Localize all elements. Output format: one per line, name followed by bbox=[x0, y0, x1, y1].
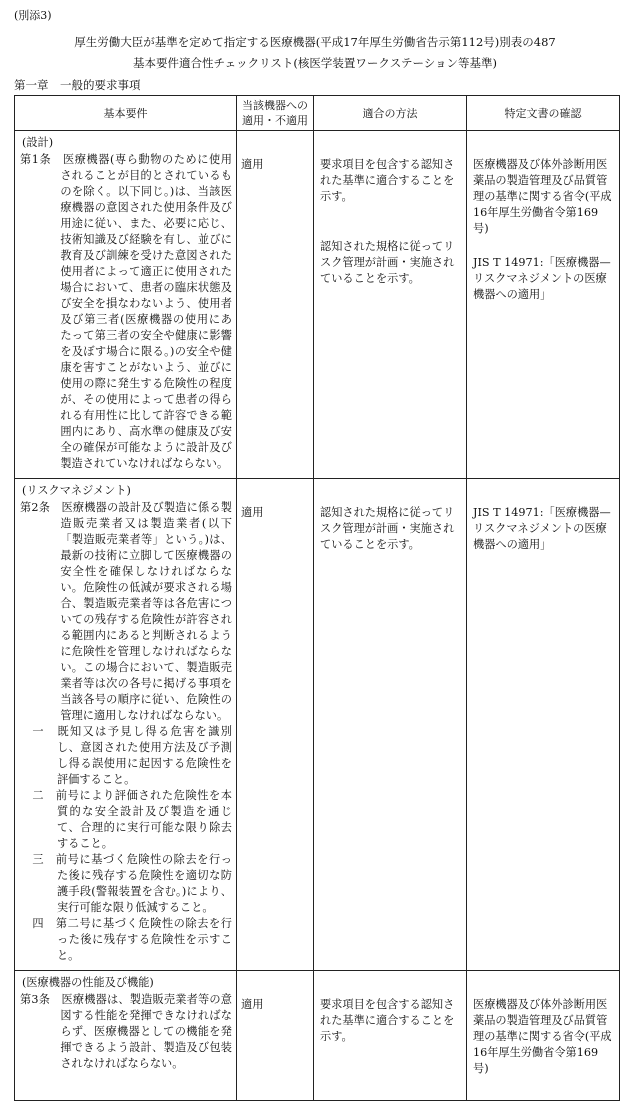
applicability-value: 適用 bbox=[241, 998, 264, 1011]
applicability-cell bbox=[237, 971, 314, 1101]
document-cell bbox=[467, 971, 620, 1101]
document-text: JIS T 14971:「医療機器—リスクマネジメントの医療機器への適用」 bbox=[473, 256, 611, 301]
document-text: 医療機器及び体外診断用医薬品の製造管理及び品質管理の基準に関する省令(平成16年厚生労働省令第169号) bbox=[473, 158, 612, 235]
section-heading: (医療機器の性能及び機能) bbox=[22, 976, 154, 989]
list-item: 一 既知又は予見し得る危害を識別し、意図された使用方法及び予測し得る誤使用に起因する危険性を評価すること。 bbox=[32, 725, 232, 786]
list-item: 二 前号により評価された危険性を本質的な安全設計及び製造を通じて、合理的に実行可能な限り除去すること。 bbox=[32, 789, 232, 850]
header-method: 適合の方法 bbox=[314, 96, 467, 131]
table-header-row bbox=[15, 96, 620, 131]
list-item: 四 第二号に基づく危険性の除去を行った後に残存する危険性を示すこと。 bbox=[32, 917, 232, 962]
method-cell bbox=[314, 131, 467, 479]
requirement-cell bbox=[15, 479, 237, 971]
header-applicability bbox=[237, 96, 314, 131]
document-cell bbox=[467, 479, 620, 971]
document-cell bbox=[467, 131, 620, 479]
method-cell bbox=[314, 479, 467, 971]
header-requirement: 基本要件 bbox=[15, 96, 237, 131]
header-document: 特定文書の確認 bbox=[467, 96, 620, 131]
header-applicability-line2: 適用・不適用 bbox=[242, 114, 308, 127]
method-text: 要求項目を包含する認知された基準に適合することを示す。 bbox=[320, 158, 455, 203]
method-cell bbox=[314, 971, 467, 1101]
method-text: 認知された規格に従ってリスク管理が計画・実施されていることを示す。 bbox=[320, 506, 455, 551]
chapter-heading: 第一章 一般的要求事項 bbox=[14, 78, 141, 92]
section-heading: (リスクマネジメント) bbox=[22, 484, 131, 497]
table-row bbox=[15, 971, 620, 1101]
article-text: 第2条 医療機器の設計及び製造に係る製造販売業者又は製造業者(以下「製造販売業者等」という。)は、最新の技術に立脚して医療機器の安全性を確保しなければならない。危険性の低減が要求される場合、製造販売業者等は各危害についての残存する危険性が許容される範囲内にあると判断されるように危険性を管理しなければならない。この場合において、製造販売業者等は次の各号に掲げる事項を当該各号の順序に従い、危険性の管理に適用しなければならない。 bbox=[20, 501, 232, 722]
document-subtitle: 基本要件適合性チェックリスト(核医学装置ワークステーション等基準) bbox=[132, 56, 498, 70]
applicability-value: 適用 bbox=[241, 506, 264, 519]
article-text: 第3条 医療機器は、製造販売業者等の意図する性能を発揮できなければならず、医療機器としての機能を発揮できるよう設計、製造及び包装されなければならない。 bbox=[20, 993, 232, 1070]
checklist-table bbox=[14, 95, 620, 1101]
list-item: 三 前号に基づく危険性の除去を行った後に残存する危険性を適切な防護手段(警報装置を含む。)により、実行可能な限り低減すること。 bbox=[32, 853, 232, 914]
applicability-cell bbox=[237, 479, 314, 971]
method-text: 認知された規格に従ってリスク管理が計画・実施されていることを示す。 bbox=[320, 240, 455, 285]
table-row bbox=[15, 131, 620, 479]
article-text: 第1条 医療機器(専ら動物のために使用されることが目的とされているものを除く。以下同じ。)は、当該医療機器の意図された使用条件及び用途に従い、また、必要に応じ、技術知識及び経験を有し、並びに教育及び訓練を受けた意図された使用者によって適正に使用された場合において、患者の臨床状態及び安全を損なわないよう、使用者及び第三者(医療機器の使用にあたって第三者の安全や健康に影響を及ぼす場合に限る。)の安全や健康を害すことがないよう、並びに使用の際に発生する危険性の程度が、その使用によって患者の得られる有用性に比して許容できる範囲内にあり、高水準の健康及び安全の確保が可能なように設計及び製造されていなければならない。 bbox=[20, 153, 232, 470]
requirement-cell bbox=[15, 971, 237, 1101]
applicability-cell bbox=[237, 131, 314, 479]
method-text: 要求項目を包含する認知された基準に適合することを示す。 bbox=[320, 998, 455, 1043]
applicability-value: 適用 bbox=[241, 158, 264, 171]
section-heading: (設計) bbox=[22, 136, 54, 149]
document-text: 医療機器及び体外診断用医薬品の製造管理及び品質管理の基準に関する省令(平成16年厚生労働省令第169号) bbox=[473, 998, 612, 1075]
header-applicability-line1: 当該機器への bbox=[242, 99, 308, 112]
table-row bbox=[15, 479, 620, 971]
annex-label: (別添3) bbox=[14, 9, 52, 22]
document-title: 厚生労働大臣が基準を定めて指定する医療機器(平成17年厚生労働省告示第112号)別表の487 bbox=[74, 35, 556, 49]
requirement-cell bbox=[15, 131, 237, 479]
document-text: JIS T 14971:「医療機器—リスクマネジメントの医療機器への適用」 bbox=[473, 506, 611, 551]
